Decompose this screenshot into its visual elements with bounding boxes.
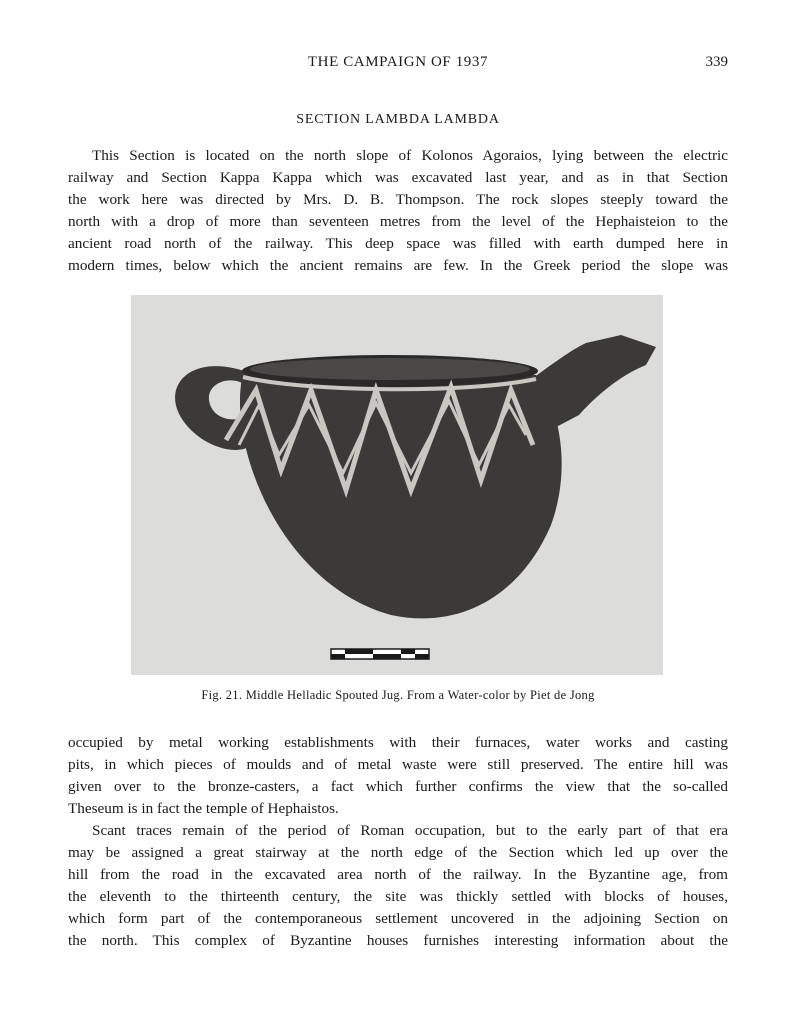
- paragraph-metal-working: [68, 732, 728, 820]
- running-head: [0, 54, 796, 76]
- paragraph-line: Theseum is in fact the temple of Hephaistos.: [68, 800, 339, 817]
- paragraph-line: the eleventh to the thirteenth century, the site was thickly settled with blocks of houses,: [68, 888, 728, 905]
- paragraph-line: modern times, below which the ancient remains are few. In the Greek period the slope was: [68, 257, 728, 274]
- paragraph-line: which form part of the contemporaneous settlement uncovered in the adjoining Section on: [68, 910, 728, 927]
- figure-caption: Fig. 21. Middle Helladic Spouted Jug. From a Water-color by Piet de Jong: [201, 688, 595, 702]
- running-title: THE CAMPAIGN OF 1937: [307, 54, 489, 70]
- paragraph-roman-byzantine: [68, 820, 728, 952]
- paragraph-line: the north. This complex of Byzantine houses furnishes interesting information about the: [68, 932, 728, 949]
- paragraph-line: may be assigned a great stairway at the north edge of the Section which led up over the: [68, 844, 728, 861]
- page-number: 339: [705, 54, 728, 70]
- section-heading: SECTION LAMBDA LAMBDA: [296, 112, 500, 127]
- figure-spouted-jug: [131, 295, 663, 675]
- paragraph-line: the work here was directed by Mrs. D. B. Thompson. The rock slopes steeply toward the: [68, 191, 728, 208]
- paragraph-line: ancient road north of the railway. This deep space was filled with earth dumped here in: [68, 235, 728, 252]
- spouted-jug-illustration: [131, 295, 663, 675]
- paragraph-line: hill from the road in the excavated area north of the railway. In the Byzantine age, from: [68, 866, 728, 883]
- paragraph-intro: [68, 145, 728, 277]
- jug-rim-inner: [250, 358, 530, 380]
- paragraph-line: north with a drop of more than seventeen metres from the level of the Hephaisteion to the: [68, 213, 728, 230]
- paragraph-line: occupied by metal working establishments with their furnaces, water works and casting: [68, 734, 728, 751]
- paragraph-line: railway and Section Kappa Kappa which was excavated last year, and as in that Section: [68, 169, 728, 186]
- paragraph-line: pits, in which pieces of moulds and of metal waste were still preserved. The entire hill was: [68, 756, 728, 773]
- paragraph-line: Scant traces remain of the period of Roman occupation, but to the early part of that era: [92, 822, 728, 839]
- scale-bar: [331, 649, 429, 659]
- paragraph-line: This Section is located on the north slope of Kolonos Agoraios, lying between the electric: [92, 147, 728, 164]
- paragraph-line: given over to the bronze-casters, a fact which further confirms the view that the so-called: [68, 778, 728, 795]
